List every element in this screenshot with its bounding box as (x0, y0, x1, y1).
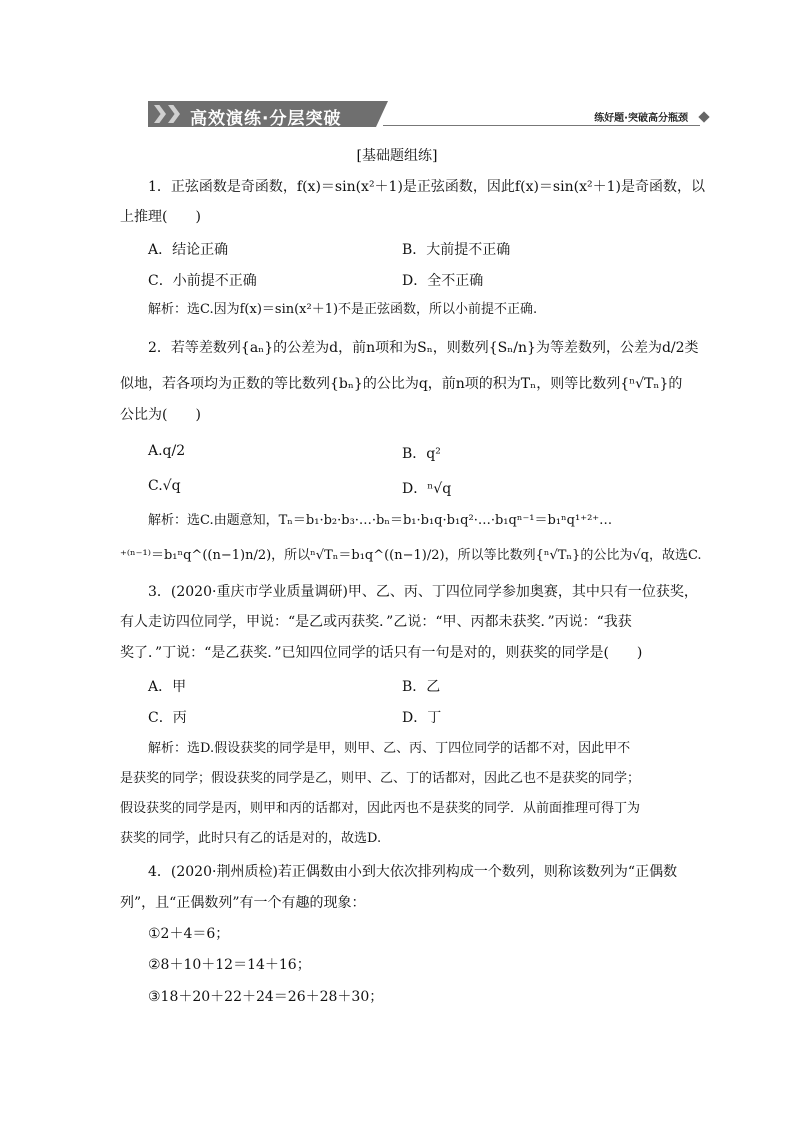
q3-option-c: C．丙 (148, 710, 187, 726)
q2-stem-line1: 2．若等差数列{aₙ}的公差为d，前n项和为Sₙ，则数列{Sₙ/n}为等差数列，公差为d/2类 (148, 340, 699, 356)
q3-stem-line1: 3．(2020·重庆市学业质量调研)甲、乙、丙、丁四位同学参加奥赛，其中只有一位获奖， (148, 584, 698, 600)
q4-stem-line2: 列”，且“正偶数列”有一个有趣的现象： (120, 895, 366, 911)
q4-item-3: ③18＋20＋22＋24＝26＋28＋30； (148, 989, 384, 1005)
q1-option-a: A．结论正确 (148, 242, 229, 258)
q1-stem-line2: 上推理( ) (120, 209, 201, 225)
q3-option-a: A．甲 (148, 679, 187, 695)
section-banner (148, 101, 708, 128)
q1-analysis: 解析：选C.因为f(x)＝sin(x²＋1)不是正弦函数，所以小前提不正确. (148, 302, 538, 317)
q4-item-1: ①2＋4＝6； (148, 926, 230, 942)
q3-option-b: B．乙 (402, 679, 441, 695)
q2-option-a: A.q/2 (148, 443, 186, 459)
q1-option-c: C．小前提不正确 (148, 273, 257, 289)
diamond-icon (698, 111, 709, 122)
q2-stem-line3: 公比为( ) (120, 407, 201, 423)
q2-option-d: D．ⁿ√q (402, 481, 452, 497)
q3-option-d: D．丁 (402, 710, 442, 726)
q1-option-b: B．大前提不正确 (402, 242, 511, 258)
q1-option-d: D．全不正确 (402, 273, 484, 289)
q3-stem-line3: 奖了．”丁说：“是乙获奖．”已知四位同学的话只有一句是对的，则获奖的同学是( ) (120, 645, 643, 661)
q2-analysis-line2: ⁺⁽ⁿ⁻¹⁾＝b₁ⁿq^((n−1)n/2)，所以ⁿ√Tₙ＝b₁q^((n−1)/2)，所以等比数列{ⁿ√Tₙ}的公比为√q，故选C. (120, 548, 702, 563)
q4-stem-line1: 4．(2020·荆州质检)若正偶数由小到大依次排列构成一个数列，则称该数列为“正偶数 (148, 864, 678, 880)
q1-stem-line1: 1．正弦函数是奇函数，f(x)＝sin(x²＋1)是正弦函数，因此f(x)＝sin(x²＋1)是奇函数，以 (148, 179, 705, 195)
q2-stem-line2: 似地，若各项均为正数的等比数列{bₙ}的公比为q，前n项的积为Tₙ，则等比数列{ⁿ√Tₙ}的 (120, 376, 683, 392)
q3-stem-line2: 有人走访四位同学，甲说：“是乙或丙获奖．”乙说：“甲、丙都未获奖．”丙说：“我获 (120, 614, 632, 630)
q2-option-b: B．q² (402, 446, 441, 462)
section-title: [基础题组练] (356, 148, 438, 164)
q2-option-c: C.√q (148, 478, 181, 494)
banner-title: 高效演练·分层突破 (190, 109, 342, 129)
q3-analysis-line4: 获奖的同学，此时只有乙的话是对的，故选D. (120, 831, 382, 846)
q3-analysis-line2: 是获奖的同学；假设获奖的同学是乙，则甲、乙、丁的话都对，因此乙也不是获奖的同学； (120, 771, 641, 786)
q3-analysis-line3: 假设获奖的同学是丙，则甲和丙的话都对，因此丙也不是获奖的同学．从前面推理可得丁为 (120, 801, 641, 816)
q3-analysis-line1: 解析：选D.假设获奖的同学是甲，则甲、乙、丙、丁四位同学的话都不对，因此甲不 (148, 741, 631, 756)
q4-item-2: ②8＋10＋12＝14＋16； (148, 957, 311, 973)
banner-tagline: 练好题·突破高分瓶颈 (594, 113, 688, 124)
q2-analysis-line1: 解析：选C.由题意知，Tₙ＝b₁·b₂·b₃·…·bₙ＝b₁·b₁q·b₁q²·…·b₁qⁿ⁻¹＝b₁ⁿq¹⁺²⁺… (148, 513, 613, 528)
banner-divider (383, 125, 700, 126)
